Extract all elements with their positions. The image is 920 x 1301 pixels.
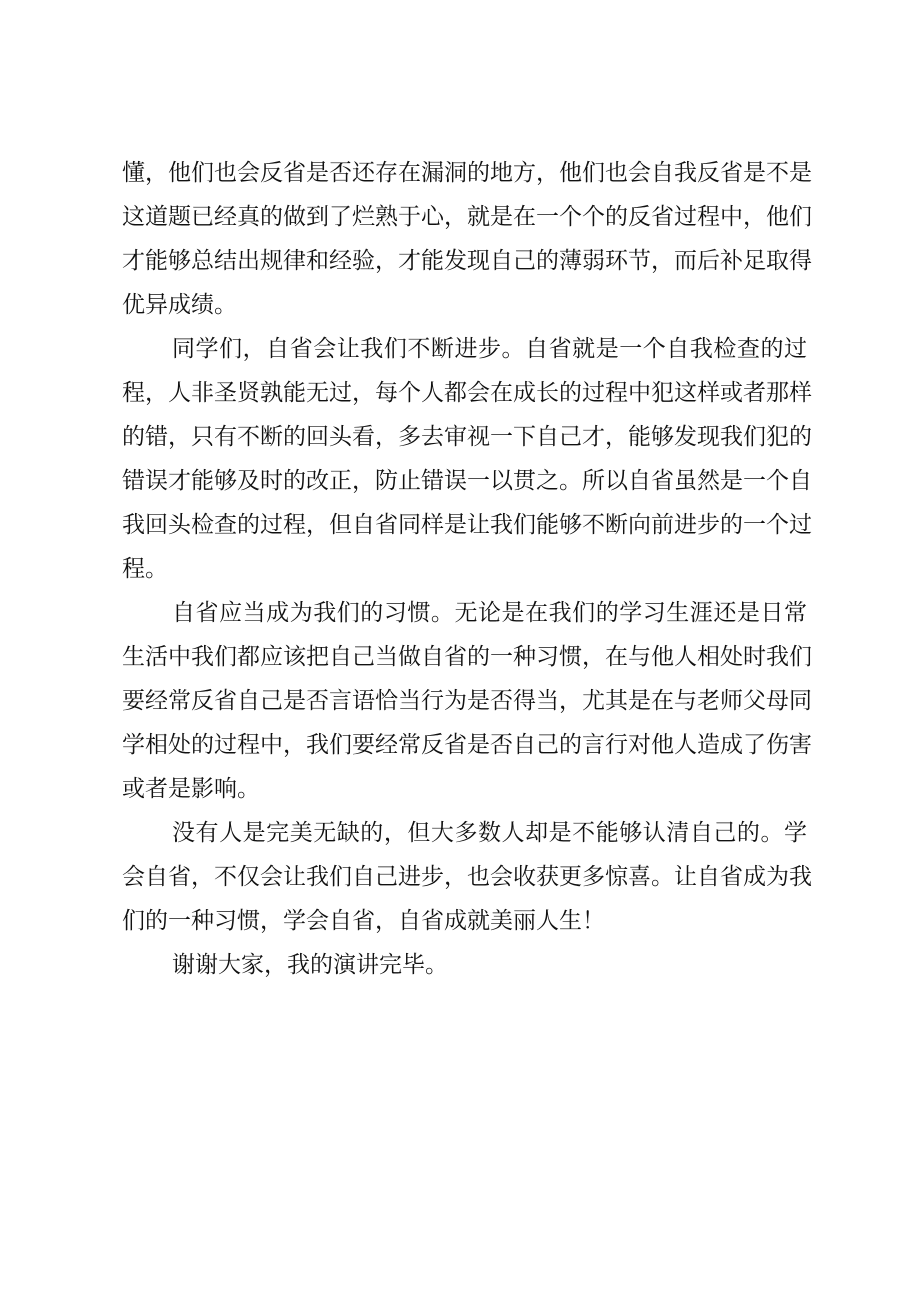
paragraph-4-line-3: 们的一种习惯，学会自省，自省成就美丽人生！ — [122, 908, 605, 934]
text-line-2: 这道题已经真的做到了烂熟于心，就是在一个个的反省过程中，他们 — [122, 204, 812, 230]
text-line-3: 才能够总结出规律和经验，才能发现自己的薄弱环节，而后补足取得 — [122, 248, 812, 274]
paragraph-3-line-3: 要经常反省自己是否言语恰当行为是否得当，尤其是在与老师父母同 — [122, 688, 812, 714]
paragraph-3-line-2: 生活中我们都应该把自己当做自省的一种习惯，在与他人相处时我们 — [122, 644, 812, 670]
text-line-4: 优异成绩。 — [122, 292, 237, 318]
paragraph-2-line-4: 错误才能够及时的改正，防止错误一以贯之。所以自省虽然是一个自 — [122, 468, 812, 494]
speech-body — [122, 151, 812, 987]
paragraph-4-line-2: 会自省，不仅会让我们自己进步，也会收获更多惊喜。让自省成为我 — [122, 864, 812, 890]
paragraph-2-line-6: 程。 — [122, 556, 168, 582]
paragraph-2-line-5: 我回头检查的过程，但自省同样是让我们能够不断向前进步的一个过 — [122, 512, 812, 538]
paragraph-3-line-5: 或者是影响。 — [122, 776, 260, 802]
paragraph-2-line-2: 程，人非圣贤孰能无过，每个人都会在成长的过程中犯这样或者那样 — [122, 380, 812, 406]
closing-line: 谢谢大家，我的演讲完毕。 — [172, 952, 448, 978]
text-line-1: 懂，他们也会反省是否还存在漏洞的地方，他们也会自我反省是不是 — [122, 160, 812, 186]
paragraph-4-line-1: 没有人是完美无缺的，但大多数人却是不能够认清自己的。学 — [172, 820, 807, 846]
paragraph-3-line-4: 学相处的过程中，我们要经常反省是否自己的言行对他人造成了伤害 — [122, 732, 812, 758]
paragraph-2-line-1: 同学们，自省会让我们不断进步。自省就是一个自我检查的过 — [172, 336, 807, 362]
paragraph-3-line-1: 自省应当成为我们的习惯。无论是在我们的学习生涯还是日常 — [172, 600, 807, 626]
paragraph-2-line-3: 的错，只有不断的回头看，多去审视一下自己才，能够发现我们犯的 — [122, 424, 812, 450]
